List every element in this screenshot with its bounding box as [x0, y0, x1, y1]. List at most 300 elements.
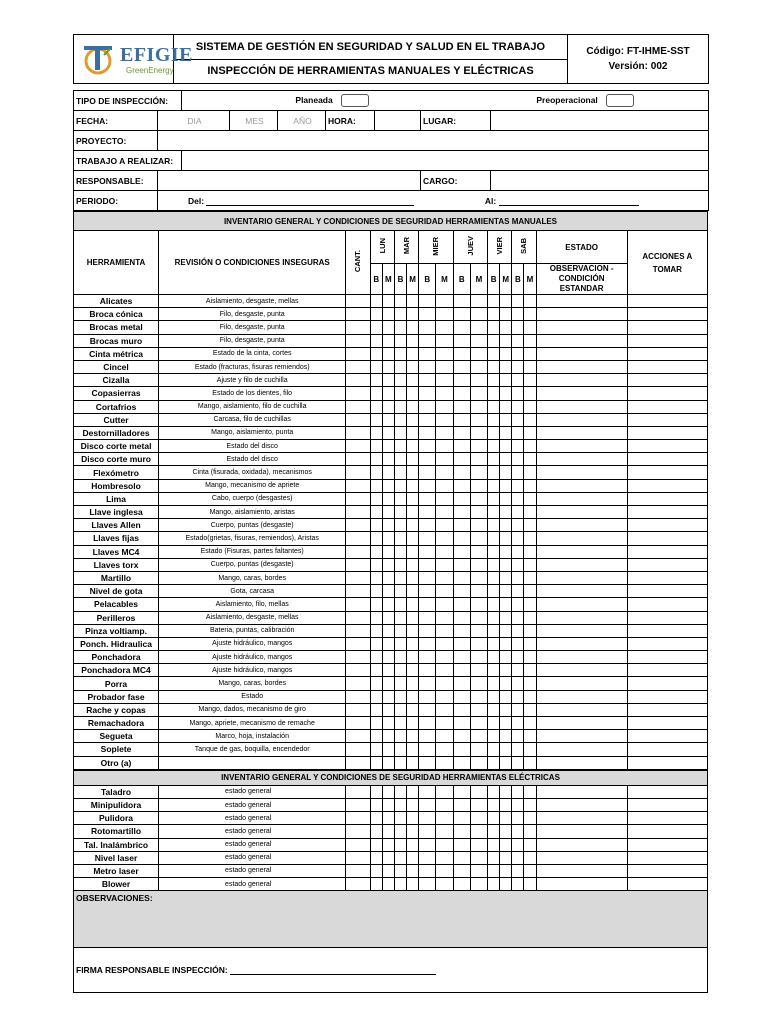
check-cell[interactable] [500, 598, 512, 611]
check-cell[interactable] [382, 717, 394, 730]
check-cell[interactable] [407, 730, 419, 743]
cantidad-cell[interactable] [346, 637, 370, 650]
cantidad-cell[interactable] [346, 321, 370, 334]
check-cell[interactable] [370, 545, 382, 558]
check-cell[interactable] [453, 387, 470, 400]
check-cell[interactable] [500, 426, 512, 439]
check-cell[interactable] [524, 321, 536, 334]
check-cell[interactable] [419, 321, 436, 334]
check-cell[interactable] [419, 664, 436, 677]
check-cell[interactable] [382, 825, 394, 838]
observacion-cell[interactable] [536, 756, 627, 769]
check-cell[interactable] [370, 453, 382, 466]
check-cell[interactable] [470, 308, 487, 321]
acciones-cell[interactable] [627, 347, 707, 360]
acciones-cell[interactable] [627, 413, 707, 426]
check-cell[interactable] [524, 479, 536, 492]
observacion-cell[interactable] [536, 413, 627, 426]
check-cell[interactable] [512, 756, 524, 769]
cantidad-cell[interactable] [346, 374, 370, 387]
observacion-cell[interactable] [536, 838, 627, 851]
fecha-mes-field[interactable]: MES [230, 111, 278, 131]
check-cell[interactable] [470, 479, 487, 492]
check-cell[interactable] [419, 838, 436, 851]
check-cell[interactable] [394, 453, 406, 466]
check-cell[interactable] [407, 756, 419, 769]
check-cell[interactable] [436, 717, 453, 730]
check-cell[interactable] [470, 611, 487, 624]
observacion-cell[interactable] [536, 295, 627, 308]
check-cell[interactable] [470, 571, 487, 584]
check-cell[interactable] [382, 637, 394, 650]
check-cell[interactable] [500, 334, 512, 347]
acciones-cell[interactable] [627, 532, 707, 545]
check-cell[interactable] [488, 360, 500, 373]
cantidad-cell[interactable] [346, 703, 370, 716]
check-cell[interactable] [436, 334, 453, 347]
check-cell[interactable] [512, 519, 524, 532]
al-field[interactable] [499, 196, 639, 206]
check-cell[interactable] [453, 743, 470, 756]
check-cell[interactable] [370, 506, 382, 519]
check-cell[interactable] [470, 838, 487, 851]
check-cell[interactable] [407, 506, 419, 519]
check-cell[interactable] [407, 717, 419, 730]
check-cell[interactable] [512, 598, 524, 611]
check-cell[interactable] [512, 785, 524, 798]
check-cell[interactable] [453, 825, 470, 838]
check-cell[interactable] [382, 558, 394, 571]
cantidad-cell[interactable] [346, 519, 370, 532]
check-cell[interactable] [436, 374, 453, 387]
check-cell[interactable] [394, 585, 406, 598]
check-cell[interactable] [453, 558, 470, 571]
check-cell[interactable] [370, 413, 382, 426]
check-cell[interactable] [470, 347, 487, 360]
check-cell[interactable] [512, 664, 524, 677]
check-cell[interactable] [524, 838, 536, 851]
check-cell[interactable] [370, 598, 382, 611]
check-cell[interactable] [407, 851, 419, 864]
check-cell[interactable] [488, 334, 500, 347]
check-cell[interactable] [524, 851, 536, 864]
check-cell[interactable] [394, 308, 406, 321]
check-cell[interactable] [524, 506, 536, 519]
check-cell[interactable] [419, 864, 436, 877]
check-cell[interactable] [488, 743, 500, 756]
check-cell[interactable] [370, 308, 382, 321]
cantidad-cell[interactable] [346, 295, 370, 308]
check-cell[interactable] [488, 400, 500, 413]
check-cell[interactable] [524, 426, 536, 439]
observacion-cell[interactable] [536, 506, 627, 519]
check-cell[interactable] [500, 743, 512, 756]
check-cell[interactable] [500, 838, 512, 851]
check-cell[interactable] [394, 387, 406, 400]
check-cell[interactable] [488, 878, 500, 891]
check-cell[interactable] [488, 506, 500, 519]
check-cell[interactable] [453, 585, 470, 598]
check-cell[interactable] [488, 664, 500, 677]
check-cell[interactable] [436, 400, 453, 413]
check-cell[interactable] [419, 545, 436, 558]
cantidad-cell[interactable] [346, 677, 370, 690]
check-cell[interactable] [419, 492, 436, 505]
check-cell[interactable] [436, 812, 453, 825]
check-cell[interactable] [382, 545, 394, 558]
check-cell[interactable] [407, 295, 419, 308]
check-cell[interactable] [512, 295, 524, 308]
observacion-cell[interactable] [536, 400, 627, 413]
check-cell[interactable] [500, 558, 512, 571]
check-cell[interactable] [453, 677, 470, 690]
check-cell[interactable] [370, 440, 382, 453]
check-cell[interactable] [382, 864, 394, 877]
check-cell[interactable] [488, 798, 500, 811]
check-cell[interactable] [488, 466, 500, 479]
check-cell[interactable] [470, 466, 487, 479]
check-cell[interactable] [382, 703, 394, 716]
check-cell[interactable] [407, 440, 419, 453]
check-cell[interactable] [419, 519, 436, 532]
check-cell[interactable] [512, 838, 524, 851]
check-cell[interactable] [407, 785, 419, 798]
check-cell[interactable] [500, 347, 512, 360]
check-cell[interactable] [488, 812, 500, 825]
check-cell[interactable] [453, 545, 470, 558]
check-cell[interactable] [512, 506, 524, 519]
check-cell[interactable] [436, 347, 453, 360]
check-cell[interactable] [394, 558, 406, 571]
observacion-cell[interactable] [536, 743, 627, 756]
check-cell[interactable] [419, 730, 436, 743]
check-cell[interactable] [394, 624, 406, 637]
observacion-cell[interactable] [536, 585, 627, 598]
check-cell[interactable] [407, 532, 419, 545]
check-cell[interactable] [394, 798, 406, 811]
check-cell[interactable] [500, 637, 512, 650]
check-cell[interactable] [407, 585, 419, 598]
check-cell[interactable] [524, 812, 536, 825]
check-cell[interactable] [470, 598, 487, 611]
check-cell[interactable] [419, 426, 436, 439]
check-cell[interactable] [370, 387, 382, 400]
check-cell[interactable] [470, 651, 487, 664]
observacion-cell[interactable] [536, 664, 627, 677]
acciones-cell[interactable] [627, 506, 707, 519]
acciones-cell[interactable] [627, 598, 707, 611]
check-cell[interactable] [512, 321, 524, 334]
check-cell[interactable] [370, 730, 382, 743]
cantidad-cell[interactable] [346, 347, 370, 360]
acciones-cell[interactable] [627, 440, 707, 453]
lugar-field[interactable] [491, 111, 709, 131]
check-cell[interactable] [394, 321, 406, 334]
check-cell[interactable] [524, 413, 536, 426]
cantidad-cell[interactable] [346, 492, 370, 505]
cantidad-cell[interactable] [346, 585, 370, 598]
check-cell[interactable] [512, 479, 524, 492]
check-cell[interactable] [453, 664, 470, 677]
acciones-cell[interactable] [627, 785, 707, 798]
check-cell[interactable] [500, 624, 512, 637]
check-cell[interactable] [382, 387, 394, 400]
check-cell[interactable] [470, 492, 487, 505]
check-cell[interactable] [470, 585, 487, 598]
check-cell[interactable] [470, 851, 487, 864]
check-cell[interactable] [524, 864, 536, 877]
acciones-cell[interactable] [627, 426, 707, 439]
check-cell[interactable] [524, 374, 536, 387]
check-cell[interactable] [370, 756, 382, 769]
check-cell[interactable] [453, 785, 470, 798]
check-cell[interactable] [394, 506, 406, 519]
acciones-cell[interactable] [627, 308, 707, 321]
check-cell[interactable] [512, 374, 524, 387]
check-cell[interactable] [453, 360, 470, 373]
check-cell[interactable] [488, 677, 500, 690]
check-cell[interactable] [512, 717, 524, 730]
check-cell[interactable] [407, 492, 419, 505]
check-cell[interactable] [382, 466, 394, 479]
check-cell[interactable] [394, 492, 406, 505]
check-cell[interactable] [370, 558, 382, 571]
check-cell[interactable] [419, 798, 436, 811]
responsable-field[interactable] [158, 171, 421, 191]
check-cell[interactable] [470, 717, 487, 730]
check-cell[interactable] [382, 334, 394, 347]
check-cell[interactable] [419, 453, 436, 466]
check-cell[interactable] [419, 413, 436, 426]
check-cell[interactable] [488, 838, 500, 851]
check-cell[interactable] [407, 864, 419, 877]
check-cell[interactable] [436, 864, 453, 877]
check-cell[interactable] [419, 703, 436, 716]
observacion-cell[interactable] [536, 387, 627, 400]
acciones-cell[interactable] [627, 545, 707, 558]
check-cell[interactable] [394, 730, 406, 743]
check-cell[interactable] [436, 664, 453, 677]
check-cell[interactable] [453, 637, 470, 650]
observacion-cell[interactable] [536, 334, 627, 347]
check-cell[interactable] [524, 878, 536, 891]
check-cell[interactable] [394, 664, 406, 677]
check-cell[interactable] [436, 308, 453, 321]
check-cell[interactable] [453, 838, 470, 851]
check-cell[interactable] [436, 479, 453, 492]
check-cell[interactable] [500, 308, 512, 321]
check-cell[interactable] [512, 413, 524, 426]
check-cell[interactable] [370, 611, 382, 624]
observacion-cell[interactable] [536, 637, 627, 650]
check-cell[interactable] [512, 571, 524, 584]
check-cell[interactable] [419, 878, 436, 891]
check-cell[interactable] [453, 426, 470, 439]
check-cell[interactable] [382, 785, 394, 798]
check-cell[interactable] [470, 785, 487, 798]
check-cell[interactable] [470, 664, 487, 677]
observacion-cell[interactable] [536, 532, 627, 545]
check-cell[interactable] [500, 585, 512, 598]
check-cell[interactable] [500, 878, 512, 891]
check-cell[interactable] [453, 453, 470, 466]
check-cell[interactable] [394, 756, 406, 769]
check-cell[interactable] [524, 690, 536, 703]
cantidad-cell[interactable] [346, 743, 370, 756]
check-cell[interactable] [512, 611, 524, 624]
check-cell[interactable] [524, 785, 536, 798]
check-cell[interactable] [488, 825, 500, 838]
check-cell[interactable] [488, 756, 500, 769]
acciones-cell[interactable] [627, 756, 707, 769]
check-cell[interactable] [370, 426, 382, 439]
check-cell[interactable] [512, 851, 524, 864]
check-cell[interactable] [524, 717, 536, 730]
check-cell[interactable] [512, 545, 524, 558]
check-cell[interactable] [453, 571, 470, 584]
check-cell[interactable] [524, 492, 536, 505]
check-cell[interactable] [470, 798, 487, 811]
check-cell[interactable] [512, 864, 524, 877]
check-cell[interactable] [419, 624, 436, 637]
observaciones-field[interactable] [74, 891, 708, 948]
check-cell[interactable] [370, 295, 382, 308]
check-cell[interactable] [500, 360, 512, 373]
trabajo-field[interactable] [182, 151, 709, 171]
check-cell[interactable] [512, 677, 524, 690]
observacion-cell[interactable] [536, 426, 627, 439]
check-cell[interactable] [524, 703, 536, 716]
cantidad-cell[interactable] [346, 611, 370, 624]
acciones-cell[interactable] [627, 825, 707, 838]
check-cell[interactable] [419, 440, 436, 453]
check-cell[interactable] [500, 453, 512, 466]
check-cell[interactable] [470, 453, 487, 466]
check-cell[interactable] [488, 585, 500, 598]
acciones-cell[interactable] [627, 838, 707, 851]
check-cell[interactable] [453, 334, 470, 347]
check-cell[interactable] [407, 571, 419, 584]
check-cell[interactable] [370, 717, 382, 730]
check-cell[interactable] [470, 812, 487, 825]
check-cell[interactable] [436, 387, 453, 400]
check-cell[interactable] [524, 334, 536, 347]
check-cell[interactable] [500, 400, 512, 413]
observacion-cell[interactable] [536, 825, 627, 838]
check-cell[interactable] [394, 743, 406, 756]
check-cell[interactable] [524, 664, 536, 677]
check-cell[interactable] [512, 798, 524, 811]
check-cell[interactable] [407, 624, 419, 637]
check-cell[interactable] [419, 466, 436, 479]
check-cell[interactable] [436, 558, 453, 571]
check-cell[interactable] [370, 400, 382, 413]
check-cell[interactable] [394, 864, 406, 877]
check-cell[interactable] [470, 387, 487, 400]
check-cell[interactable] [407, 838, 419, 851]
check-cell[interactable] [488, 479, 500, 492]
check-cell[interactable] [394, 690, 406, 703]
check-cell[interactable] [470, 743, 487, 756]
check-cell[interactable] [436, 677, 453, 690]
check-cell[interactable] [524, 308, 536, 321]
check-cell[interactable] [488, 637, 500, 650]
check-cell[interactable] [370, 812, 382, 825]
check-cell[interactable] [524, 295, 536, 308]
check-cell[interactable] [370, 637, 382, 650]
check-cell[interactable] [512, 347, 524, 360]
check-cell[interactable] [500, 798, 512, 811]
check-cell[interactable] [453, 864, 470, 877]
acciones-cell[interactable] [627, 492, 707, 505]
fecha-anio-field[interactable]: AÑO [278, 111, 326, 131]
check-cell[interactable] [394, 785, 406, 798]
observacion-cell[interactable] [536, 730, 627, 743]
check-cell[interactable] [382, 690, 394, 703]
acciones-cell[interactable] [627, 851, 707, 864]
check-cell[interactable] [436, 690, 453, 703]
check-cell[interactable] [419, 785, 436, 798]
check-cell[interactable] [524, 558, 536, 571]
check-cell[interactable] [382, 598, 394, 611]
cantidad-cell[interactable] [346, 453, 370, 466]
check-cell[interactable] [382, 374, 394, 387]
observacion-cell[interactable] [536, 479, 627, 492]
check-cell[interactable] [419, 295, 436, 308]
check-cell[interactable] [512, 812, 524, 825]
check-cell[interactable] [488, 558, 500, 571]
check-cell[interactable] [488, 308, 500, 321]
acciones-cell[interactable] [627, 321, 707, 334]
proyecto-field[interactable] [158, 131, 709, 151]
check-cell[interactable] [382, 624, 394, 637]
acciones-cell[interactable] [627, 519, 707, 532]
check-cell[interactable] [453, 756, 470, 769]
cantidad-cell[interactable] [346, 558, 370, 571]
acciones-cell[interactable] [627, 664, 707, 677]
check-cell[interactable] [407, 812, 419, 825]
check-cell[interactable] [407, 611, 419, 624]
check-cell[interactable] [453, 690, 470, 703]
check-cell[interactable] [470, 374, 487, 387]
check-cell[interactable] [453, 878, 470, 891]
check-cell[interactable] [407, 321, 419, 334]
check-cell[interactable] [524, 440, 536, 453]
acciones-cell[interactable] [627, 690, 707, 703]
check-cell[interactable] [370, 519, 382, 532]
check-cell[interactable] [524, 611, 536, 624]
check-cell[interactable] [524, 798, 536, 811]
check-cell[interactable] [500, 295, 512, 308]
check-cell[interactable] [436, 585, 453, 598]
check-cell[interactable] [370, 492, 382, 505]
check-cell[interactable] [436, 545, 453, 558]
cantidad-cell[interactable] [346, 878, 370, 891]
check-cell[interactable] [407, 677, 419, 690]
check-cell[interactable] [500, 321, 512, 334]
cantidad-cell[interactable] [346, 838, 370, 851]
check-cell[interactable] [407, 545, 419, 558]
check-cell[interactable] [488, 321, 500, 334]
check-cell[interactable] [407, 825, 419, 838]
check-cell[interactable] [512, 730, 524, 743]
check-cell[interactable] [500, 717, 512, 730]
check-cell[interactable] [488, 690, 500, 703]
check-cell[interactable] [419, 571, 436, 584]
check-cell[interactable] [500, 479, 512, 492]
check-cell[interactable] [382, 321, 394, 334]
check-cell[interactable] [407, 664, 419, 677]
